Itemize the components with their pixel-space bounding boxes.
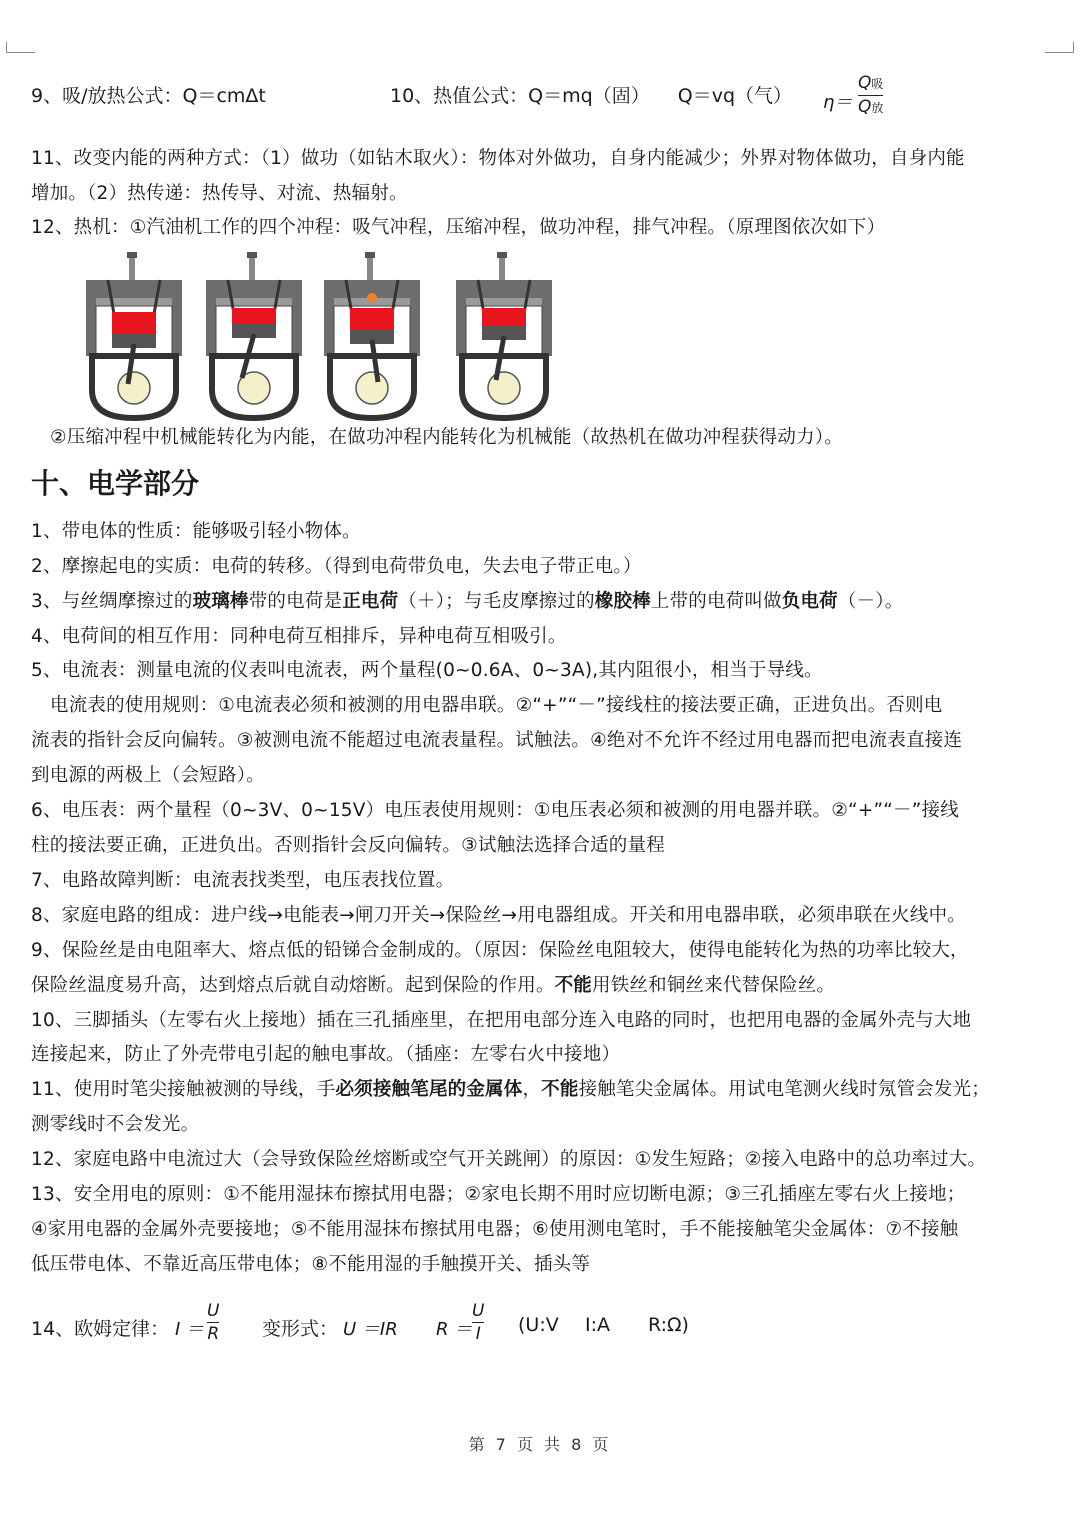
text-line: 流表的指针会反向偏转。③被测电流不能超过电流表量程。试触法。④绝对不允许不经过用电器而把电流表直接连 bbox=[31, 730, 963, 751]
text-line: 7、电路故障判断：电流表找类型，电压表找位置。 bbox=[31, 870, 455, 891]
ohm-i-eq: I ＝ bbox=[175, 1319, 205, 1340]
text-line: 3、与丝绸摩擦过的玻璃棒带的电荷是正电荷（＋）；与毛皮摩擦过的橡胶棒上带的电荷叫做负电荷（－）。 bbox=[31, 591, 904, 612]
text-line: 电流表的使用规则：①电流表必须和被测的用电器串联。②“+”“－”接线柱的接法要正确，正进负出。否则电 bbox=[50, 695, 943, 716]
heat-value-formula: 10、热值公式：Q＝mq（固） Q＝vq（气） bbox=[390, 85, 793, 107]
text-line: 增加。（2）热传递：热传导、对流、热辐射。 bbox=[31, 183, 408, 204]
text-line: 12、热机：①汽油机工作的四个冲程：吸气冲程，压缩冲程，做功冲程，排气冲程。（原理图依次如下） bbox=[31, 217, 886, 238]
text-line: 低压带电体、不靠近高压带电体；⑧不能用湿的手触摸开关、插头等 bbox=[31, 1254, 591, 1275]
text-line: 13、安全用电的原则：①不能用湿抹布擦拭用电器；②家电长期不用时应切断电源；③三孔插座左零右火上接地； bbox=[31, 1184, 966, 1205]
piston-chamber-red bbox=[112, 312, 156, 334]
text-line: ②压缩冲程中机械能转化为内能，在做功冲程内能转化为机械能（故热机在做功冲程获得动力）。 bbox=[50, 427, 843, 448]
text-line: 9、保险丝是由电阻率大、熔点低的铅锑合金制成的。（原因：保险丝电阻较大，使得电能转化为热的功率比较大， bbox=[31, 940, 969, 961]
text-line: 柱的接法要正确，正进负出。否则指针会反向偏转。③试触法选择合适的量程 bbox=[31, 835, 665, 856]
ohm-fraction-r: U I bbox=[472, 1301, 485, 1344]
ohm-unit-r: R:Ω) bbox=[648, 1314, 689, 1336]
text-line: 保险丝温度易升高，达到熔点后就自动熔断。起到保险的作用。不能用铁丝和铜丝来代替保险丝。 bbox=[31, 975, 836, 996]
ohm-law-label: 14、欧姆定律： bbox=[31, 1318, 170, 1340]
text-line: 6、电压表：两个量程（0~3V、0~15V）电压表使用规则：①电压表必须和被测的用电器并联。②“+”“－”接线 bbox=[31, 800, 959, 821]
page-corner-mark-left bbox=[6, 42, 35, 53]
efficiency-symbol: η＝ bbox=[823, 92, 853, 113]
text-line: 8、家庭电路的组成：进户线→电能表→闸刀开关→保险丝→用电器组成。开关和用电器串联，必须串联在火线中。 bbox=[31, 905, 966, 926]
text-line: 2、摩擦起电的实质：电荷的转移。（得到电荷带负电，失去电子带正电。） bbox=[31, 556, 642, 577]
text-line: 测零线时不会发光。 bbox=[31, 1114, 200, 1135]
ohm-unit-i: I:A bbox=[585, 1314, 611, 1336]
text-line: 11、使用时笔尖接触被测的导线，手必须接触笔尾的金属体，不能接触笔尖金属体。用试电笔测火线时氖管会发光； bbox=[31, 1079, 990, 1100]
page-corner-mark-right bbox=[1045, 42, 1074, 53]
formula-row-heat bbox=[31, 84, 266, 108]
heat-absorb-formula: 9、吸/放热公式：Q＝cmΔt bbox=[31, 85, 266, 107]
four-stroke-engine-diagram bbox=[78, 250, 558, 422]
text-line: 10、三脚插头（左零右火上接地）插在三孔插座里，在把用电部分连入电路的同时，也把用电器的金属外壳与大地 bbox=[31, 1010, 972, 1031]
ohm-fraction-i: U R bbox=[207, 1301, 220, 1344]
ohm-unit-u: (U:V bbox=[518, 1314, 559, 1336]
efficiency-fraction: Q吸 Q放 bbox=[858, 73, 884, 117]
section-title: 十、电学部分 bbox=[31, 467, 200, 500]
ohm-u-eq: U ＝IR bbox=[343, 1319, 398, 1340]
page-footer: 第 7 页 共 8 页 bbox=[468, 1435, 612, 1454]
text-line: 5、电流表：测量电流的仪表叫电流表，两个量程(0~0.6A、0~3A),其内阻很小，相当于导线。 bbox=[31, 660, 823, 681]
text-line: 连接起来，防止了外壳带电引起的触电事故。（插座：左零右火中接地） bbox=[31, 1044, 621, 1065]
text-line: 到电源的两极上（会短路）。 bbox=[31, 765, 265, 786]
text-line: 11、改变内能的两种方式：（1）做功（如钻木取火）：物体对外做功，自身内能减少；外界对物体做功，自身内能 bbox=[31, 148, 965, 169]
ohm-r-eq: R ＝ bbox=[436, 1319, 473, 1340]
text-line: ④家用电器的金属外壳要接地；⑤不能用湿抹布擦拭用电器；⑥使用测电笔时，手不能接触笔尖金属体：⑦不接触 bbox=[31, 1219, 959, 1240]
ohm-variant-label: 变形式： bbox=[262, 1318, 339, 1340]
text-line: 1、带电体的性质：能够吸引轻小物体。 bbox=[31, 521, 361, 542]
text-line: 4、电荷间的相互作用：同种电荷互相排斥，异种电荷互相吸引。 bbox=[31, 626, 567, 647]
text-line: 12、家庭电路中电流过大（会导致保险丝熔断或空气开关跳闸）的原因：①发生短路；②接入电路中的总功率过大。 bbox=[31, 1149, 987, 1170]
